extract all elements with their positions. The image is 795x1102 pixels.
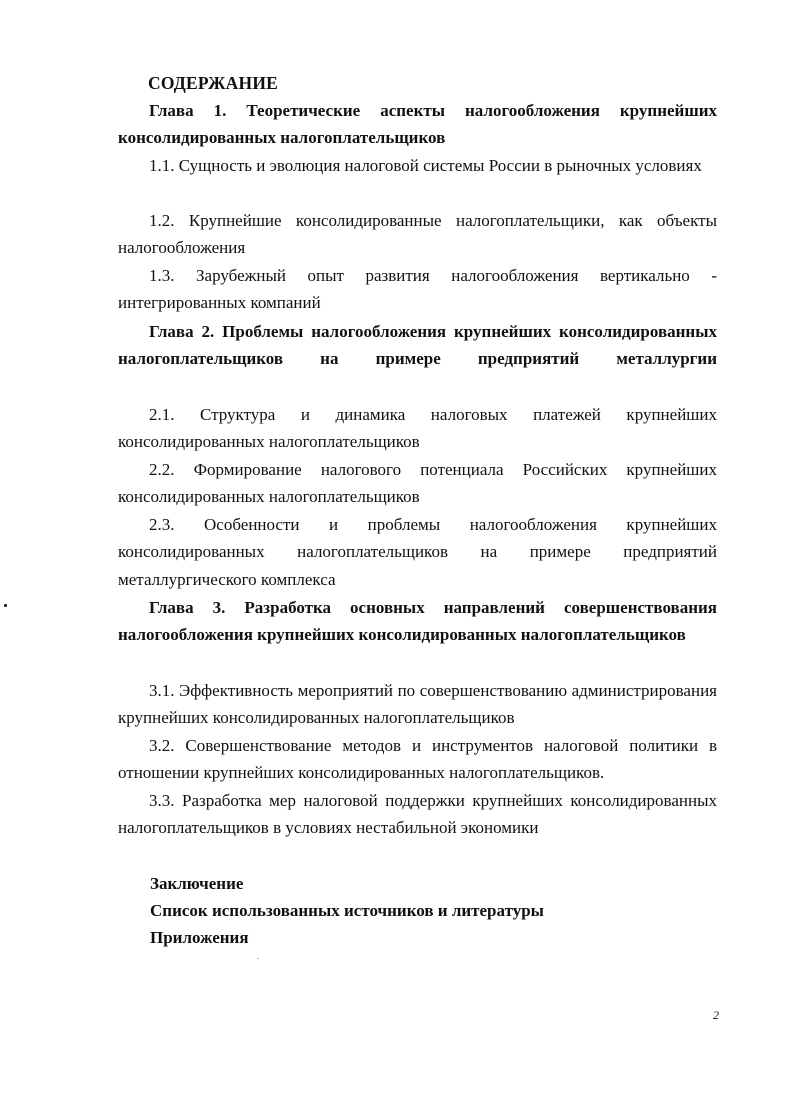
page-number: 2 — [713, 1008, 719, 1022]
toc-section-1-3: 1.3. Зарубежный опыт развития налогообложения вертикально - интегрированных компаний — [118, 266, 717, 313]
toc-section-3-1: 3.1. Эффективность мероприятий по совершенствованию администрирования крупнейших консолидированных налогоплательщиков — [118, 681, 717, 728]
toc-section-3-2: 3.2. Совершенствование методов и инструментов налоговой политики в отношении крупнейших консолидированных налогоплательщиков. — [118, 736, 717, 783]
toc-section-3-3: 3.3. Разработка мер налоговой поддержки крупнейших консолидированных налогоплательщиков в условиях нестабильной экономики — [118, 791, 717, 838]
toc-appendices: Приложения — [150, 928, 249, 947]
toc-chapter-2-text: Глава 2. Проблемы налогообложения крупнейших консолидированных налогоплательщиков на примере предприятий металлургии — [118, 322, 717, 369]
toc-chapter-2 — [118, 318, 717, 373]
toc-chapter-1: Глава 1. Теоретические аспекты налогообложения крупнейших консолидированных налогоплательщиков — [118, 101, 717, 148]
toc-section-2-3: 2.3. Особенности и проблемы налогообложения крупнейших консолидированных налогоплательщиков на примере предприятий металлургического комплекса — [118, 515, 717, 589]
toc-section-2-2: 2.2. Формирование налогового потенциала Российских крупнейших консолидированных налогоплательщиков — [118, 460, 717, 507]
toc-references: Список использованных источников и литературы — [150, 901, 544, 920]
toc-chapter-3: Глава 3. Разработка основных направлений совершенствования налогообложения крупнейших консолидированных налогоплательщиков — [118, 598, 717, 645]
toc-conclusion: Заключение — [150, 874, 244, 893]
scan-artifact-dot — [257, 958, 259, 959]
toc-section-2-1: 2.1. Структура и динамика налоговых платежей крупнейших консолидированных налогоплательщиков — [118, 405, 717, 452]
page-title: СОДЕРЖАНИЕ — [148, 73, 279, 93]
scan-artifact — [4, 604, 7, 607]
toc-section-1-2: 1.2. Крупнейшие консолидированные налогоплательщики, как объекты налогообложения — [118, 211, 717, 258]
toc-section-1-1: 1.1. Сущность и эволюция налоговой системы России в рыночных условиях — [149, 156, 702, 175]
